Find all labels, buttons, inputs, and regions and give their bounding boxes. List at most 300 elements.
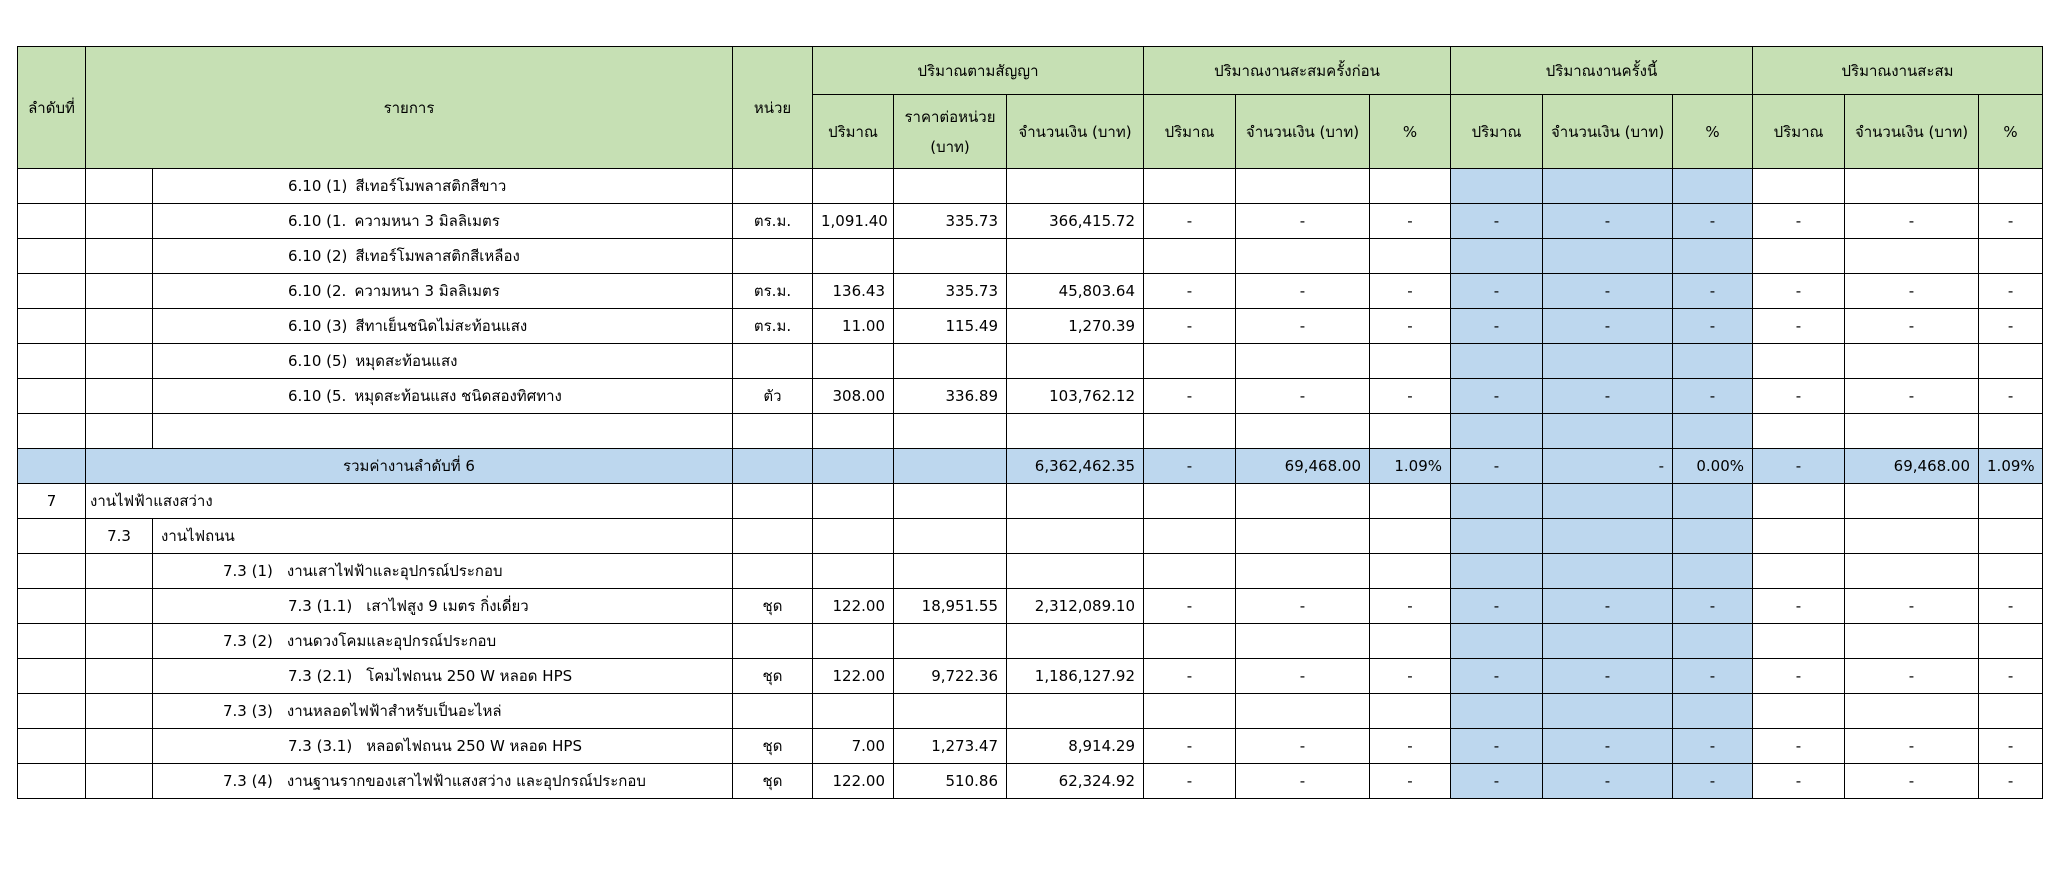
prev-amount-cell <box>1236 554 1370 589</box>
qty-cell: 122.00 <box>813 764 894 799</box>
item-code: 7.3 (2) <box>223 632 273 650</box>
cum-amount-cell: - <box>1845 204 1979 239</box>
table-row <box>18 274 2043 309</box>
item-name: สีเทอร์โมพลาสติกสีขาว <box>355 177 507 195</box>
item-name: งานเสาไฟฟ้าและอุปกรณ์ประกอบ <box>286 562 503 580</box>
cell <box>1979 414 2043 449</box>
unit-cell: ตัว <box>733 379 813 414</box>
seq-cell <box>18 554 86 589</box>
curr-amount-cell <box>1543 239 1673 274</box>
unit-price-cell <box>894 624 1007 659</box>
item-code: 7.3 (3) <box>223 702 273 720</box>
cum-percent-cell: - <box>1979 729 2043 764</box>
item-name: งานดวงโคมและอุปกรณ์ประกอบ <box>286 632 497 650</box>
cum-qty-cell <box>1753 484 1845 519</box>
item-cell <box>153 274 733 309</box>
cum-amount-cell: - <box>1845 379 1979 414</box>
indent-cell <box>86 729 153 764</box>
curr-amount-cell <box>1543 519 1673 554</box>
unit-cell: ชุด <box>733 659 813 694</box>
cell <box>894 449 1007 484</box>
prev-percent-cell: - <box>1370 204 1451 239</box>
seq-cell <box>18 309 86 344</box>
cum-percent-cell <box>1979 694 2043 729</box>
item-name: ความหนา 3 มิลลิเมตร <box>354 212 500 230</box>
table-row <box>18 309 2043 344</box>
prev-amount-cell: - <box>1236 309 1370 344</box>
section-title: งานไฟฟ้าแสงสว่าง <box>90 492 213 510</box>
cell <box>1144 414 1236 449</box>
unit-cell <box>733 624 813 659</box>
amount-cell: 1,186,127.92 <box>1007 659 1144 694</box>
item-cell <box>86 484 733 519</box>
curr-qty-cell: - <box>1451 204 1543 239</box>
header-curr-amount: จำนวนเงิน (บาท) <box>1543 95 1673 169</box>
seq-cell <box>18 204 86 239</box>
cum-amount-cell <box>1845 519 1979 554</box>
indent-cell <box>86 764 153 799</box>
unit-price-cell: 115.49 <box>894 309 1007 344</box>
prev-qty-cell <box>1144 624 1236 659</box>
prev-percent-cell <box>1370 239 1451 274</box>
indent-cell <box>86 694 153 729</box>
prev-qty-cell: - <box>1144 379 1236 414</box>
table-row <box>18 239 2043 274</box>
item-name: หลอดไฟถนน 250 W หลอด HPS <box>366 737 582 755</box>
unit-price-cell <box>894 484 1007 519</box>
header-item: รายการ <box>86 47 733 169</box>
item-cell <box>153 729 733 764</box>
cum-qty-cell: - <box>1753 659 1845 694</box>
item-cell <box>153 554 733 589</box>
curr-percent-cell: - <box>1673 764 1753 799</box>
indent-cell <box>86 204 153 239</box>
cum-qty-cell: - <box>1753 309 1845 344</box>
header-contract-qty: ปริมาณ <box>813 95 894 169</box>
curr-amount-cell <box>1543 169 1673 204</box>
item-cell <box>153 659 733 694</box>
prev-percent-cell <box>1370 484 1451 519</box>
unit-price-cell <box>894 239 1007 274</box>
curr-percent-cell <box>1673 624 1753 659</box>
item-code: 7.3 (2.1) <box>288 667 353 685</box>
curr-percent-cell: - <box>1673 379 1753 414</box>
cell <box>1370 414 1451 449</box>
item-cell <box>153 309 733 344</box>
amount-cell <box>1007 344 1144 379</box>
prev-qty-cell: - <box>1144 309 1236 344</box>
cell <box>1753 414 1845 449</box>
item-name: งานหลอดไฟฟ้าสำหรับเป็นอะไหล่ <box>286 702 502 720</box>
item-name: โคมไฟถนน 250 W หลอด HPS <box>366 667 573 685</box>
table-row <box>18 729 2043 764</box>
indent-cell <box>86 169 153 204</box>
curr-percent-cell <box>1673 519 1753 554</box>
curr-qty-cell <box>1451 169 1543 204</box>
unit-cell <box>733 519 813 554</box>
prev-qty-cell: - <box>1144 274 1236 309</box>
curr-percent-cell: - <box>1673 309 1753 344</box>
total-curr-qty: - <box>1451 449 1543 484</box>
cum-amount-cell <box>1845 169 1979 204</box>
cum-amount-cell <box>1845 484 1979 519</box>
total-prev-qty: - <box>1144 449 1236 484</box>
item-cell <box>153 379 733 414</box>
unit-price-cell: 1,273.47 <box>894 729 1007 764</box>
total-cum-amount: 69,468.00 <box>1845 449 1979 484</box>
seq-cell: 7 <box>18 484 86 519</box>
prev-percent-cell: - <box>1370 309 1451 344</box>
unit-cell: ตร.ม. <box>733 309 813 344</box>
curr-amount-cell <box>1543 694 1673 729</box>
curr-amount-cell <box>1543 624 1673 659</box>
amount-cell <box>1007 554 1144 589</box>
qty-cell <box>813 344 894 379</box>
curr-amount-cell <box>1543 344 1673 379</box>
header-curr-percent: % <box>1673 95 1753 169</box>
qty-cell: 122.00 <box>813 589 894 624</box>
cum-amount-cell: - <box>1845 764 1979 799</box>
qty-cell <box>813 239 894 274</box>
unit-cell: ชุด <box>733 764 813 799</box>
header-prev-percent: % <box>1370 95 1451 169</box>
item-cell <box>153 589 733 624</box>
total-curr-amount: - <box>1543 449 1673 484</box>
unit-cell <box>733 694 813 729</box>
prev-amount-cell <box>1236 169 1370 204</box>
prev-amount-cell <box>1236 694 1370 729</box>
indent-cell <box>86 589 153 624</box>
cum-qty-cell: - <box>1753 379 1845 414</box>
unit-price-cell <box>894 344 1007 379</box>
header-prev-amount: จำนวนเงิน (บาท) <box>1236 95 1370 169</box>
unit-cell <box>733 484 813 519</box>
prev-qty-cell <box>1144 694 1236 729</box>
amount-cell <box>1007 169 1144 204</box>
prev-percent-cell: - <box>1370 589 1451 624</box>
cum-qty-cell <box>1753 169 1845 204</box>
table-row <box>18 659 2043 694</box>
table-row <box>18 379 2043 414</box>
qty-cell: 122.00 <box>813 659 894 694</box>
item-code: 6.10 (2) <box>288 247 348 265</box>
qty-cell <box>813 554 894 589</box>
amount-cell: 1,270.39 <box>1007 309 1144 344</box>
header-cum-percent: % <box>1979 95 2043 169</box>
header-cum-qty: ปริมาณ <box>1753 95 1845 169</box>
curr-qty-cell <box>1451 239 1543 274</box>
header-seq: ลำดับที่ <box>18 47 86 169</box>
indent-cell <box>86 379 153 414</box>
curr-percent-cell <box>1673 344 1753 379</box>
header-contract-group: ปริมาณตามสัญญา <box>813 47 1144 95</box>
amount-cell: 366,415.72 <box>1007 204 1144 239</box>
header-cum-amount: จำนวนเงิน (บาท) <box>1845 95 1979 169</box>
cum-qty-cell <box>1753 694 1845 729</box>
curr-amount-cell: - <box>1543 204 1673 239</box>
unit-price-cell <box>894 694 1007 729</box>
cell <box>1845 414 1979 449</box>
curr-percent-cell: - <box>1673 659 1753 694</box>
header-row-1 <box>18 47 2043 95</box>
total-row <box>18 449 2043 484</box>
prev-amount-cell <box>1236 344 1370 379</box>
prev-qty-cell: - <box>1144 764 1236 799</box>
cum-qty-cell: - <box>1753 764 1845 799</box>
prev-percent-cell <box>1370 694 1451 729</box>
cum-percent-cell <box>1979 344 2043 379</box>
prev-percent-cell <box>1370 344 1451 379</box>
curr-amount-cell: - <box>1543 589 1673 624</box>
curr-amount-cell: - <box>1543 274 1673 309</box>
qty-cell <box>813 694 894 729</box>
item-cell <box>153 344 733 379</box>
item-code: 6.10 (1. <box>288 212 347 230</box>
qty-cell <box>813 519 894 554</box>
prev-qty-cell: - <box>1144 659 1236 694</box>
cum-percent-cell <box>1979 624 2043 659</box>
amount-cell: 45,803.64 <box>1007 274 1144 309</box>
total-prev-percent: 1.09% <box>1370 449 1451 484</box>
seq-cell <box>18 519 86 554</box>
cum-qty-cell: - <box>1753 204 1845 239</box>
cell <box>18 414 86 449</box>
item-name: สีเทอร์โมพลาสติกสีเหลือง <box>355 247 520 265</box>
curr-qty-cell: - <box>1451 764 1543 799</box>
group-row <box>18 624 2043 659</box>
cell <box>153 414 733 449</box>
cell <box>813 414 894 449</box>
subsection-code: 7.3 <box>86 519 153 554</box>
cum-amount-cell: - <box>1845 309 1979 344</box>
seq-cell <box>18 169 86 204</box>
cum-amount-cell <box>1845 624 1979 659</box>
blank-row <box>18 414 2043 449</box>
indent-cell <box>86 309 153 344</box>
cum-percent-cell: - <box>1979 274 2043 309</box>
cum-percent-cell: - <box>1979 589 2043 624</box>
seq-cell <box>18 659 86 694</box>
amount-cell <box>1007 694 1144 729</box>
prev-percent-cell <box>1370 169 1451 204</box>
unit-price-cell <box>894 519 1007 554</box>
indent-cell <box>86 624 153 659</box>
item-cell <box>153 694 733 729</box>
table-row <box>18 764 2043 799</box>
unit-cell: ตร.ม. <box>733 274 813 309</box>
prev-amount-cell: - <box>1236 659 1370 694</box>
prev-amount-cell <box>1236 484 1370 519</box>
prev-amount-cell: - <box>1236 204 1370 239</box>
cum-amount-cell <box>1845 694 1979 729</box>
seq-cell <box>18 694 86 729</box>
cell <box>18 449 86 484</box>
curr-percent-cell <box>1673 239 1753 274</box>
unit-cell <box>733 554 813 589</box>
prev-qty-cell: - <box>1144 204 1236 239</box>
prev-qty-cell <box>1144 169 1236 204</box>
curr-amount-cell: - <box>1543 379 1673 414</box>
item-cell <box>153 204 733 239</box>
prev-amount-cell: - <box>1236 589 1370 624</box>
item-name: งานฐานรากของเสาไฟฟ้าแสงสว่าง และอุปกรณ์ประกอบ <box>286 772 646 790</box>
item-code: 7.3 (1.1) <box>288 597 353 615</box>
cum-amount-cell <box>1845 344 1979 379</box>
header-unit-price: ราคาต่อหน่วย (บาท) <box>894 95 1007 169</box>
amount-cell: 62,324.92 <box>1007 764 1144 799</box>
curr-amount-cell <box>1543 554 1673 589</box>
item-code: 6.10 (2. <box>288 282 347 300</box>
header-cum-group: ปริมาณงานสะสม <box>1753 47 2043 95</box>
prev-percent-cell: - <box>1370 729 1451 764</box>
unit-price-cell <box>894 554 1007 589</box>
cell <box>1673 414 1753 449</box>
prev-qty-cell <box>1144 344 1236 379</box>
curr-percent-cell <box>1673 169 1753 204</box>
unit-price-cell: 335.73 <box>894 204 1007 239</box>
qty-cell: 1,091.40 <box>813 204 894 239</box>
cell <box>894 414 1007 449</box>
seq-cell <box>18 274 86 309</box>
unit-price-cell: 18,951.55 <box>894 589 1007 624</box>
section-6-total <box>18 414 2043 484</box>
curr-percent-cell <box>1673 484 1753 519</box>
qty-cell: 308.00 <box>813 379 894 414</box>
section-row <box>18 484 2043 519</box>
amount-cell <box>1007 239 1144 274</box>
header-prev-qty: ปริมาณ <box>1144 95 1236 169</box>
cum-qty-cell <box>1753 554 1845 589</box>
progress-table <box>17 46 2043 799</box>
header-contract-amount: จำนวนเงิน (บาท) <box>1007 95 1144 169</box>
curr-qty-cell <box>1451 694 1543 729</box>
prev-percent-cell: - <box>1370 274 1451 309</box>
curr-percent-cell: - <box>1673 204 1753 239</box>
curr-qty-cell: - <box>1451 309 1543 344</box>
prev-amount-cell: - <box>1236 274 1370 309</box>
cell <box>1543 414 1673 449</box>
unit-cell: ชุด <box>733 729 813 764</box>
cell <box>1451 414 1543 449</box>
seq-cell <box>18 589 86 624</box>
seq-cell <box>18 344 86 379</box>
prev-percent-cell: - <box>1370 659 1451 694</box>
curr-qty-cell <box>1451 624 1543 659</box>
prev-percent-cell: - <box>1370 764 1451 799</box>
item-name: สีทาเย็นชนิดไม่สะท้อนแสง <box>355 317 528 335</box>
unit-price-cell: 510.86 <box>894 764 1007 799</box>
curr-percent-cell <box>1673 554 1753 589</box>
prev-amount-cell: - <box>1236 379 1370 414</box>
curr-amount-cell: - <box>1543 659 1673 694</box>
curr-amount-cell: - <box>1543 729 1673 764</box>
item-code: 7.3 (4) <box>223 772 273 790</box>
item-code: 6.10 (5. <box>288 387 347 405</box>
cum-percent-cell: - <box>1979 764 2043 799</box>
subsection-title: งานไฟถนน <box>153 519 733 554</box>
unit-price-cell <box>894 169 1007 204</box>
total-label: รวมค่างานลำดับที่ 6 <box>86 449 733 484</box>
qty-cell <box>813 484 894 519</box>
item-name: ความหนา 3 มิลลิเมตร <box>354 282 500 300</box>
group-row <box>18 554 2043 589</box>
seq-cell <box>18 624 86 659</box>
cell <box>1007 414 1144 449</box>
cum-percent-cell <box>1979 519 2043 554</box>
cum-amount-cell: - <box>1845 274 1979 309</box>
curr-qty-cell: - <box>1451 729 1543 764</box>
prev-qty-cell: - <box>1144 729 1236 764</box>
qty-cell: 136.43 <box>813 274 894 309</box>
prev-percent-cell <box>1370 519 1451 554</box>
indent-cell <box>86 344 153 379</box>
item-code: 6.10 (5) <box>288 352 348 370</box>
cum-amount-cell <box>1845 554 1979 589</box>
header-curr-group: ปริมาณงานครั้งนี้ <box>1451 47 1753 95</box>
total-cum-percent: 1.09% <box>1979 449 2043 484</box>
prev-qty-cell <box>1144 239 1236 274</box>
cum-qty-cell <box>1753 239 1845 274</box>
unit-cell <box>733 344 813 379</box>
item-code: 6.10 (3) <box>288 317 348 335</box>
seq-cell <box>18 379 86 414</box>
curr-qty-cell: - <box>1451 589 1543 624</box>
amount-cell: 2,312,089.10 <box>1007 589 1144 624</box>
cum-qty-cell <box>1753 344 1845 379</box>
curr-amount-cell: - <box>1543 764 1673 799</box>
amount-cell: 8,914.29 <box>1007 729 1144 764</box>
seq-cell <box>18 729 86 764</box>
cum-percent-cell <box>1979 484 2043 519</box>
qty-cell: 11.00 <box>813 309 894 344</box>
indent-cell <box>86 274 153 309</box>
amount-cell <box>1007 624 1144 659</box>
cum-percent-cell: - <box>1979 204 2043 239</box>
prev-qty-cell <box>1144 519 1236 554</box>
curr-qty-cell <box>1451 344 1543 379</box>
cum-qty-cell <box>1753 519 1845 554</box>
amount-cell: 103,762.12 <box>1007 379 1144 414</box>
curr-percent-cell: - <box>1673 729 1753 764</box>
curr-qty-cell <box>1451 519 1543 554</box>
unit-price-cell: 336.89 <box>894 379 1007 414</box>
prev-qty-cell <box>1144 484 1236 519</box>
cum-amount-cell: - <box>1845 589 1979 624</box>
curr-amount-cell <box>1543 484 1673 519</box>
item-name: หมุดสะท้อนแสง <box>355 352 458 370</box>
table-row <box>18 344 2043 379</box>
table-row <box>18 204 2043 239</box>
curr-qty-cell: - <box>1451 379 1543 414</box>
section-7-rows <box>18 484 2043 799</box>
indent-cell <box>86 554 153 589</box>
curr-percent-cell: - <box>1673 274 1753 309</box>
table-row <box>18 169 2043 204</box>
item-code: 7.3 (3.1) <box>288 737 353 755</box>
prev-percent-cell: - <box>1370 379 1451 414</box>
prev-qty-cell: - <box>1144 589 1236 624</box>
indent-cell <box>86 659 153 694</box>
curr-qty-cell: - <box>1451 274 1543 309</box>
item-cell <box>153 764 733 799</box>
cum-percent-cell: - <box>1979 309 2043 344</box>
cum-qty-cell <box>1753 624 1845 659</box>
cum-percent-cell <box>1979 239 2043 274</box>
prev-amount-cell: - <box>1236 729 1370 764</box>
qty-cell <box>813 624 894 659</box>
curr-percent-cell <box>1673 694 1753 729</box>
cell <box>733 449 813 484</box>
